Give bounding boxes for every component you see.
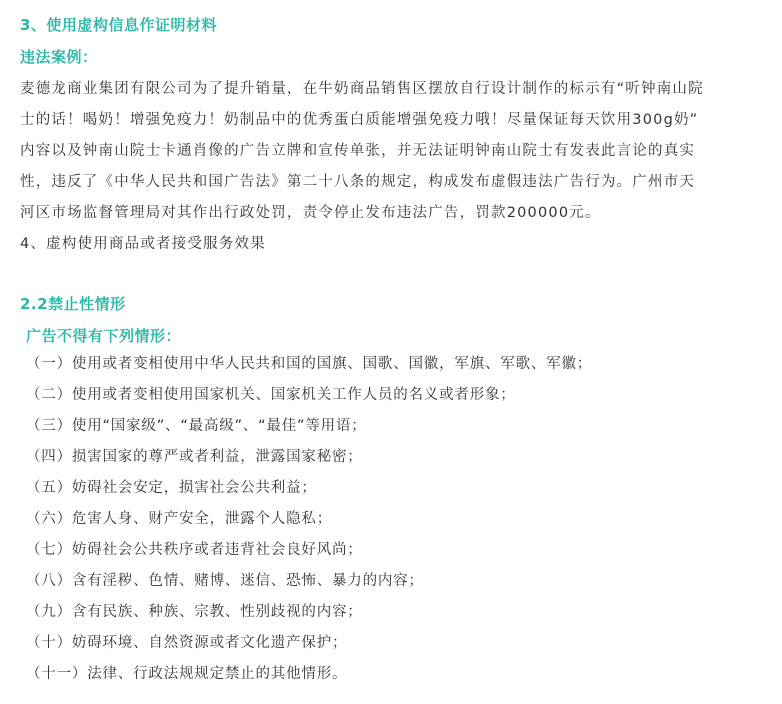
item-4-text: 4、虚构使用商品或者接受服务效果 (20, 236, 266, 252)
case-paragraph-line: 内容以及钟南山院士卡通肖像的广告立牌和宣传单张，并无法证明钟南山院士有发表此言论的真实 (20, 143, 696, 159)
list-item: （八）含有淫秽、色情、赌博、迷信、恐怖、暴力的内容； (26, 573, 424, 589)
section-2-2-heading: 2.2禁止性情形 (20, 295, 126, 313)
list-item: （七）妨碍社会公共秩序或者违背社会良好风尚； (26, 542, 363, 558)
case-label: 违法案例： (20, 48, 98, 66)
case-paragraph-line: 士的话！喝奶！增强免疫力！奶制品中的优秀蛋白质能增强免疫力哦！尽量保证每天饮用300g奶” (20, 112, 699, 128)
prohibited-subheading: 广告不得有下列情形： (26, 327, 182, 345)
case-paragraph-line: 麦德龙商业集团有限公司为了提升销量，在牛奶商品销售区摆放自行设计制作的标示有“听钟南山院 (20, 81, 704, 97)
list-item: （十）妨碍环境、自然资源或者文化遗产保护； (26, 635, 348, 651)
list-item: （六）危害人身、财产安全，泄露个人隐私； (26, 511, 332, 527)
list-item: （五）妨碍社会安定，损害社会公共利益； (26, 480, 317, 496)
list-item: （四）损害国家的尊严或者利益，泄露国家秘密； (26, 449, 363, 465)
list-item: （十一）法律、行政法规规定禁止的其他情形。 (26, 666, 348, 682)
list-item: （一）使用或者变相使用中华人民共和国的国旗、国歌、国徽，军旗、军歌、军徽； (26, 356, 593, 372)
case-paragraph-line: 河区市场监督管理局对其作出行政处罚，责令停止发布违法广告，罚款200000元。 (20, 205, 601, 221)
list-item: （九）含有民族、种族、宗教、性别歧视的内容； (26, 604, 363, 620)
prohibited-list (26, 354, 592, 695)
case-paragraph-line: 性，违反了《中华人民共和国广告法》第二十八条的规定，构成发布虚假违法广告行为。广州市天 (20, 174, 696, 190)
section-3-heading: 3、使用虚构信息作证明材料 (20, 16, 217, 34)
list-item: （二）使用或者变相使用国家机关、国家机关工作人员的名义或者形象； (26, 387, 516, 403)
list-item: （三）使用“国家级”、“最高级”、“最佳”等用语； (26, 418, 367, 434)
